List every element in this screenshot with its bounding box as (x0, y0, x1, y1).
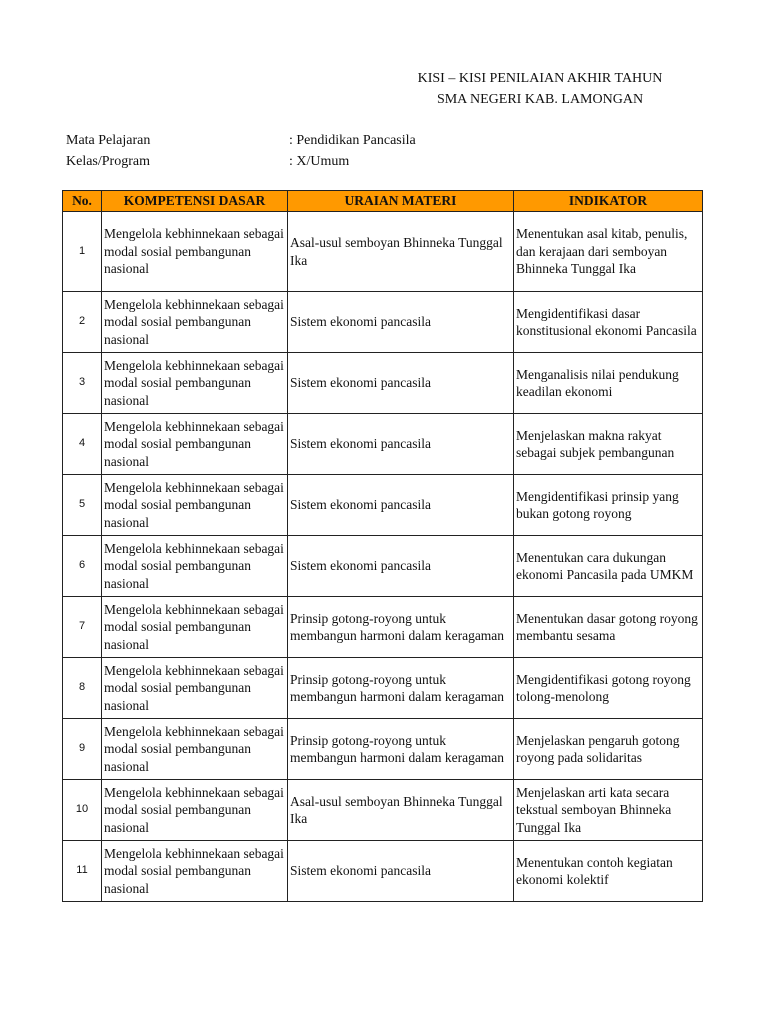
table-row (63, 536, 703, 597)
cell-no: 7 (63, 597, 102, 658)
cell-no: 3 (63, 353, 102, 414)
cell-indikator: Menjelaskan arti kata secara tekstual semboyan Bhinneka Tunggal Ika (514, 780, 703, 841)
class-label: Kelas/Program (66, 154, 150, 169)
table-row (63, 780, 703, 841)
cell-no: 10 (63, 780, 102, 841)
cell-no: 9 (63, 719, 102, 780)
table-row (63, 212, 703, 292)
kisi-table (62, 190, 703, 902)
class-value: : X/Umum (289, 154, 350, 169)
table-body (63, 212, 703, 902)
cell-kompetensi: Mengelola kebhinnekaan sebagai modal sosial pembangunan nasional (102, 353, 288, 414)
cell-uraian: Sistem ekonomi pancasila (288, 292, 514, 353)
cell-indikator: Menganalisis nilai pendukung keadilan ekonomi (514, 353, 703, 414)
cell-no: 8 (63, 658, 102, 719)
cell-uraian: Sistem ekonomi pancasila (288, 414, 514, 475)
cell-kompetensi: Mengelola kebhinnekaan sebagai modal sosial pembangunan nasional (102, 414, 288, 475)
cell-no: 11 (63, 841, 102, 902)
table-row (63, 597, 703, 658)
header-kompetensi: KOMPETENSI DASAR (102, 191, 288, 212)
cell-uraian: Asal-usul semboyan Bhinneka Tunggal Ika (288, 212, 514, 292)
cell-no: 5 (63, 475, 102, 536)
cell-indikator: Mengidentifikasi gotong royong tolong-menolong (514, 658, 703, 719)
table-row (63, 841, 703, 902)
cell-kompetensi: Mengelola kebhinnekaan sebagai modal sosial pembangunan nasional (102, 597, 288, 658)
table-row (63, 719, 703, 780)
cell-kompetensi: Mengelola kebhinnekaan sebagai modal sosial pembangunan nasional (102, 658, 288, 719)
table-row (63, 353, 703, 414)
cell-uraian: Sistem ekonomi pancasila (288, 353, 514, 414)
cell-uraian: Sistem ekonomi pancasila (288, 475, 514, 536)
table-row (63, 414, 703, 475)
cell-no: 2 (63, 292, 102, 353)
cell-kompetensi: Mengelola kebhinnekaan sebagai modal sosial pembangunan nasional (102, 719, 288, 780)
table-row (63, 292, 703, 353)
cell-uraian: Prinsip gotong-royong untuk membangun harmoni dalam keragaman (288, 597, 514, 658)
cell-uraian: Prinsip gotong-royong untuk membangun harmoni dalam keragaman (288, 658, 514, 719)
table-row (63, 658, 703, 719)
cell-uraian: Sistem ekonomi pancasila (288, 841, 514, 902)
header-indikator: INDIKATOR (514, 191, 703, 212)
cell-kompetensi: Mengelola kebhinnekaan sebagai modal sosial pembangunan nasional (102, 475, 288, 536)
header-uraian: URAIAN MATERI (288, 191, 514, 212)
cell-no: 1 (63, 212, 102, 292)
header-no: No. (63, 191, 102, 212)
cell-indikator: Menentukan dasar gotong royong membantu sesama (514, 597, 703, 658)
subject-label: Mata Pelajaran (66, 133, 151, 148)
cell-uraian: Asal-usul semboyan Bhinneka Tunggal Ika (288, 780, 514, 841)
cell-kompetensi: Mengelola kebhinnekaan sebagai modal sosial pembangunan nasional (102, 292, 288, 353)
cell-uraian: Prinsip gotong-royong untuk membangun harmoni dalam keragaman (288, 719, 514, 780)
subject-value: : Pendidikan Pancasila (289, 133, 416, 148)
cell-indikator: Mengidentifikasi prinsip yang bukan gotong royong (514, 475, 703, 536)
cell-kompetensi: Mengelola kebhinnekaan sebagai modal sosial pembangunan nasional (102, 841, 288, 902)
cell-no: 4 (63, 414, 102, 475)
cell-uraian: Sistem ekonomi pancasila (288, 536, 514, 597)
cell-indikator: Menentukan contoh kegiatan ekonomi kolektif (514, 841, 703, 902)
cell-no: 6 (63, 536, 102, 597)
cell-indikator: Mengidentifikasi dasar konstitusional ekonomi Pancasila (514, 292, 703, 353)
doc-title-line1: KISI – KISI PENILAIAN AKHIR TAHUN (417, 71, 663, 86)
cell-indikator: Menentukan asal kitab, penulis, dan kerajaan dari semboyan Bhinneka Tunggal Ika (514, 212, 703, 292)
table-header-row (63, 191, 703, 212)
cell-kompetensi: Mengelola kebhinnekaan sebagai modal sosial pembangunan nasional (102, 536, 288, 597)
cell-kompetensi: Mengelola kebhinnekaan sebagai modal sosial pembangunan nasional (102, 780, 288, 841)
cell-indikator: Menjelaskan pengaruh gotong royong pada solidaritas (514, 719, 703, 780)
cell-kompetensi: Mengelola kebhinnekaan sebagai modal sosial pembangunan nasional (102, 212, 288, 292)
table-row (63, 475, 703, 536)
cell-indikator: Menentukan cara dukungan ekonomi Pancasila pada UMKM (514, 536, 703, 597)
cell-indikator: Menjelaskan makna rakyat sebagai subjek pembangunan (514, 414, 703, 475)
doc-title-line2: SMA NEGERI KAB. LAMONGAN (436, 92, 644, 107)
